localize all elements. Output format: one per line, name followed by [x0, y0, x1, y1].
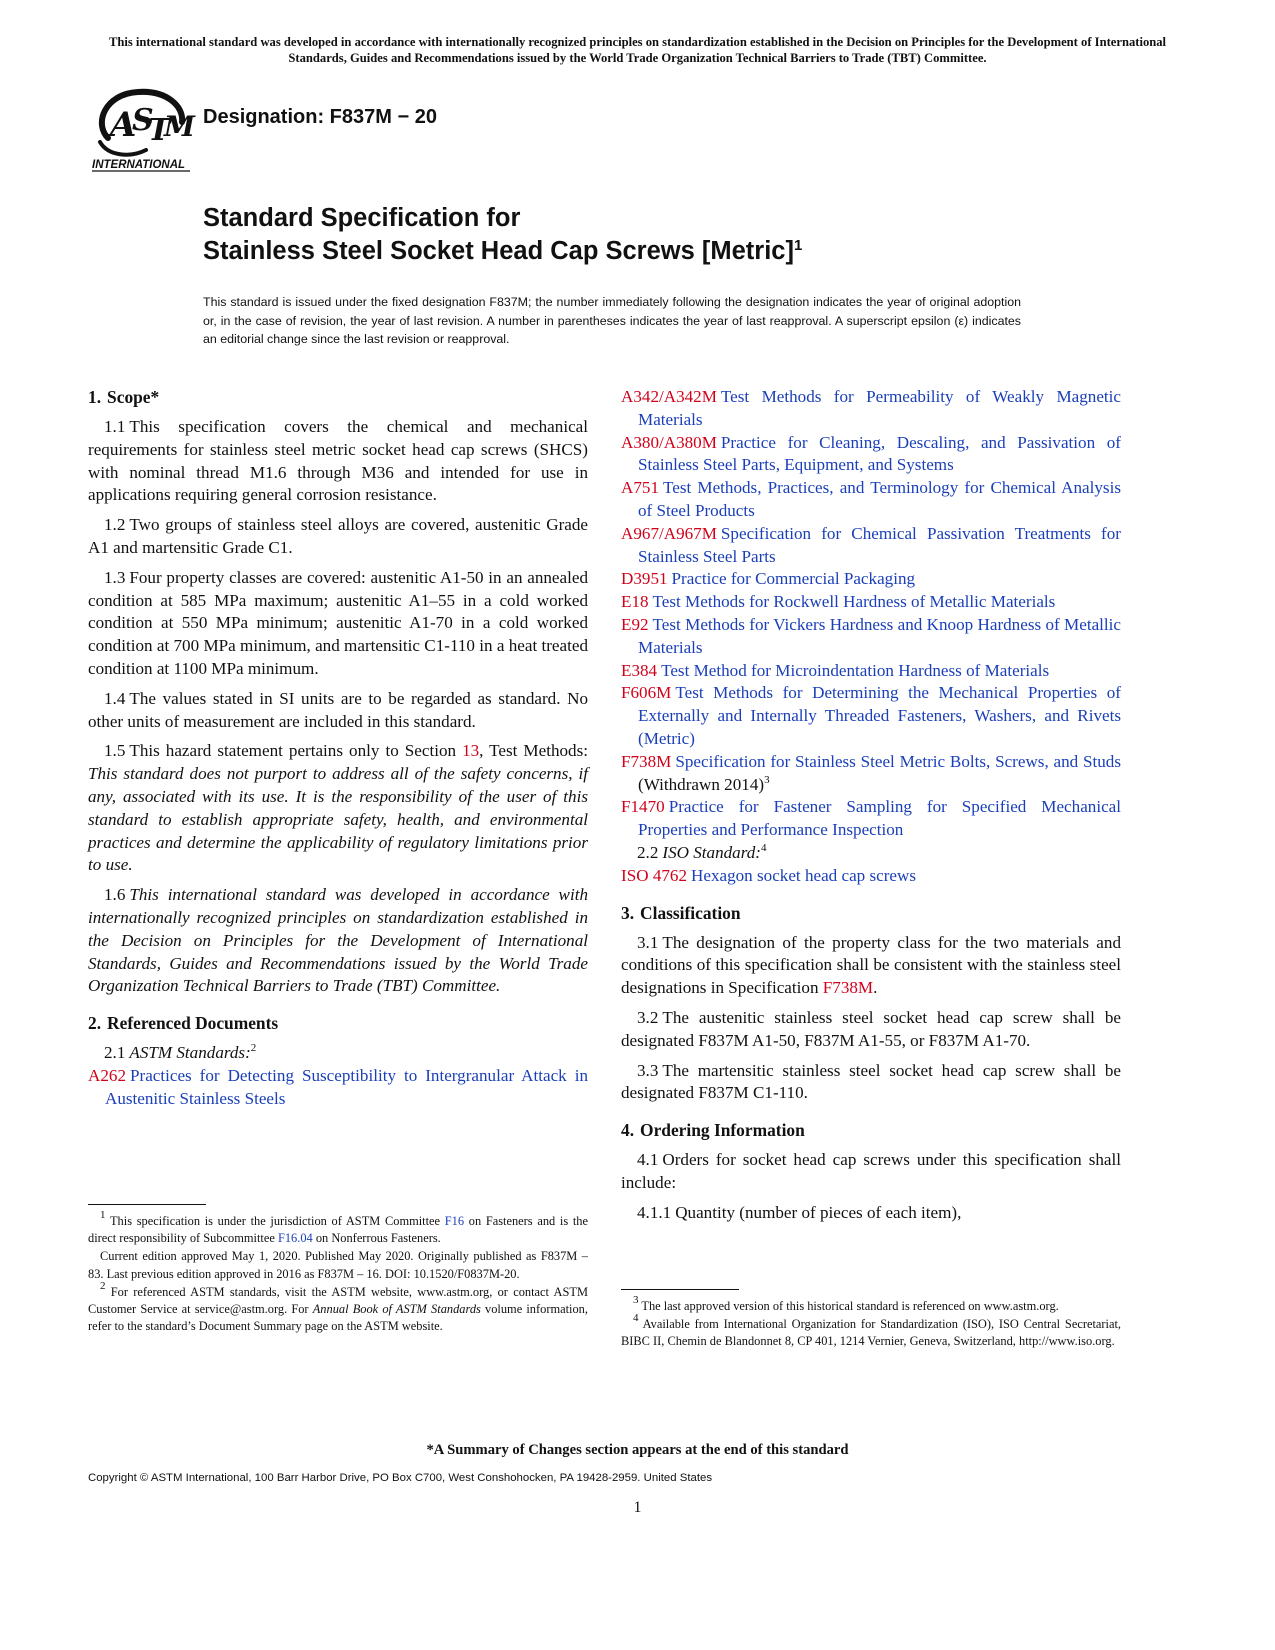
page-number: 1 — [633, 1499, 642, 1516]
ref-item[interactable]: A751 Test Methods, Practices, and Terminology for Chemical Analysis of Steel Products — [621, 478, 1121, 520]
ref-item[interactable]: F738M Specification for Stainless Steel Metric Bolts, Screws, and Studs (Withdrawn 2014)$^3$ — [621, 751, 1121, 794]
title-footnote-mark: 1 — [793, 237, 803, 254]
footnote-2: $^2$ For referenced ASTM standards, visit the ASTM website, www.astm.org, or contact ASTM Customer Service at service@astm.org. For Annual Book of ASTM Standards volume information, refer to the standard’s Document Summary page on the ASTM website. — [88, 1279, 588, 1334]
designation: Designation: F837M − 20 — [203, 106, 437, 128]
svg-text:M: M — [164, 110, 195, 143]
ref-item[interactable]: E92 Test Methods for Vickers Hardness and Knoop Hardness of Metallic Materials — [621, 614, 1121, 657]
right-column — [621, 386, 1121, 1232]
footnote-1-edition: Current edition approved May 1, 2020. Published May 2020. Originally published as F837M – 83. Last previous edition approved in 2016 as F837M – 16. DOI: 10.1520/F0837M-20. — [88, 1249, 588, 1281]
ref-item[interactable]: A380/A380M Practice for Cleaning, Descaling, and Passivation of Stainless Steel Parts, Equipment, and Systems — [621, 432, 1121, 475]
para-1-4: 1.4 The values stated in SI units are to be regarded as standard. No other units of measurement are included in this standard. — [88, 688, 588, 731]
ref-item[interactable]: A262 Practices for Detecting Susceptibility to Intergranular Attack in Austenitic Stainless Steels — [88, 1065, 588, 1108]
ref-item[interactable]: F1470 Practice for Fastener Sampling for Specified Mechanical Properties and Performance Inspection — [621, 797, 1121, 840]
svg-text:A: A — [110, 105, 137, 145]
footnotes-right — [621, 1289, 1121, 1352]
ref-item[interactable]: ISO 4762 Hexagon socket head cap screws — [621, 865, 916, 885]
top-notice: This international standard was developed in accordance with internationally recognized principles on standardization established in the Decision on Principles for the Development of International Standards, Guides and Recommendations issued by the World Trade Organization Technical Barriers to Trade (TBT) Committee. — [108, 35, 1167, 65]
footnote-rule — [88, 1204, 206, 1205]
ref-item[interactable]: D3951 Practice for Commercial Packaging — [621, 569, 916, 589]
astm-logo — [86, 84, 196, 180]
copyright: Copyright © ASTM International, 100 Barr Harbor Drive, PO Box C700, West Conshohocken, PA 19428-2959. United States — [88, 1472, 713, 1484]
footnote-4: $^4$ Available from International Organization for Standardization (ISO), ISO Central Secretariat, BIBC II, Chemin de Blandonnet 8, CP 401, 1214 Vernier, Geneva, Switzerland, http://www.iso.org. — [621, 1312, 1121, 1349]
ref-item[interactable]: A967/A967M Specification for Chemical Passivation Treatments for Stainless Steel Parts — [621, 523, 1121, 566]
footnotes-left — [88, 1204, 588, 1336]
para-3-2: 3.2 The austenitic stainless steel socket head cap screw shall be designated F837M A1-50, F837M A1-55, or F837M A1-70. — [621, 1007, 1121, 1050]
para-3-1: 3.1 The designation of the property class for the two materials and conditions of this specification shall be consistent with the stainless steel designations in Specification F738M. — [621, 932, 1121, 998]
para-3-3: 3.3 The martensitic stainless steel socket head cap screw shall be designated F837M C1-110. — [621, 1060, 1121, 1103]
document-title — [203, 202, 1103, 268]
footnote-1: $^1$ This specification is under the jurisdiction of ASTM Committee F16 on Fasteners and is the direct responsibility of Subcommittee F16.04 on Nonferrous Fasteners. — [88, 1209, 589, 1246]
section-13-link[interactable]: 13 — [462, 741, 480, 761]
para-4-1: 4.1 Orders for socket head cap screws under this specification shall include: — [621, 1150, 1121, 1192]
section-refdocs-heading: 2. Referenced Documents — [88, 1013, 279, 1034]
summary-of-changes-note: *A Summary of Changes section appears at the end of this standard — [426, 1442, 849, 1458]
title-line-1: Standard Specification for — [203, 204, 521, 232]
para-1-3: 1.3 Four property classes are covered: austenitic A1-50 in an annealed condition at 585 MPa maximum; austenitic A1–55 in a cold worked condition at 550 MPa minimum; austenitic A1-70 in a cold worked condition at 700 MPa minimum, and martensitic C1-110 in a heat treated condition at 1100 MPa minimum. — [88, 567, 588, 678]
standard-issue-note: This standard is issued under the fixed designation F837M; the number immediately following the designation indicates the year of original adoption or, in the case of revision, the year of last revision. A number in parentheses indicates the year of last reapproval. A superscript epsilon (ε) indicates an editorial change since the last revision or reapproval. — [203, 295, 1021, 346]
f16-04-link[interactable]: F16.04 — [277, 1231, 313, 1246]
footnote-rule — [621, 1289, 739, 1290]
svg-text:T: T — [148, 113, 171, 148]
footnote-3: $^3$ The last approved version of this historical standard is referenced on www.astm.org. — [633, 1294, 1059, 1313]
para-1-5: 1.5 This hazard statement pertains only to Section 13, Test Methods: This standard does not purport to address all of the safety concerns, if any, associated with its use. It is the responsibility of the user of this standard to establish appropriate safety, health, and environmental practices and determine the applicability of regulatory limitations prior to use. — [88, 741, 589, 875]
ref-item[interactable]: E384 Test Method for Microindentation Hardness of Materials — [621, 660, 1050, 680]
f738m-link[interactable]: F738M — [822, 978, 874, 998]
para-2-1: 2.1 ASTM Standards:$^2$ — [104, 1042, 257, 1063]
f16-link[interactable]: F16 — [444, 1214, 465, 1228]
title-line-2: Stainless Steel Socket Head Cap Screws [Metric] — [203, 237, 794, 265]
para-2-2: 2.2 ISO Standard:$^4$ — [637, 841, 767, 862]
para-1-2: 1.2 Two groups of stainless steel alloys are covered, austenitic Grade A1 and martensitic Grade C1. — [88, 515, 588, 557]
logo-text: INTERNATIONAL — [92, 159, 186, 171]
section-scope-heading: 1. Scope* — [88, 387, 160, 407]
ref-item[interactable]: F606M Test Methods for Determining the Mechanical Properties of Externally and Internally Threaded Fasteners, Washers, and Rivets (Metric) — [621, 683, 1121, 748]
para-1-1: 1.1 This specification covers the chemical and mechanical requirements for stainless steel metric socket head cap screws (SHCS) with nominal thread M1.6 through M36 and intended for use in applications requiring general corrosion resistance. — [88, 417, 588, 505]
para-4-1-1: 4.1.1 Quantity (number of pieces of each item), — [637, 1202, 962, 1222]
ref-item[interactable]: E18 Test Methods for Rockwell Hardness of Metallic Materials — [621, 592, 1056, 612]
section-classification-heading: 3. Classification — [621, 902, 741, 923]
section-ordering-heading: 4. Ordering Information — [621, 1120, 805, 1141]
svg-text:S: S — [132, 103, 154, 138]
para-1-6: 1.6 This international standard was developed in accordance with internationally recognized principles on standardization established in the Decision on Principles for the Development of International Standards, Guides and Recommendations issued by the World Trade Organization Technical Barriers to Trade (TBT) Committee. — [88, 885, 588, 996]
left-column — [88, 386, 588, 1111]
ref-item[interactable]: A342/A342M Test Methods for Permeability of Weakly Magnetic Materials — [621, 387, 1121, 429]
